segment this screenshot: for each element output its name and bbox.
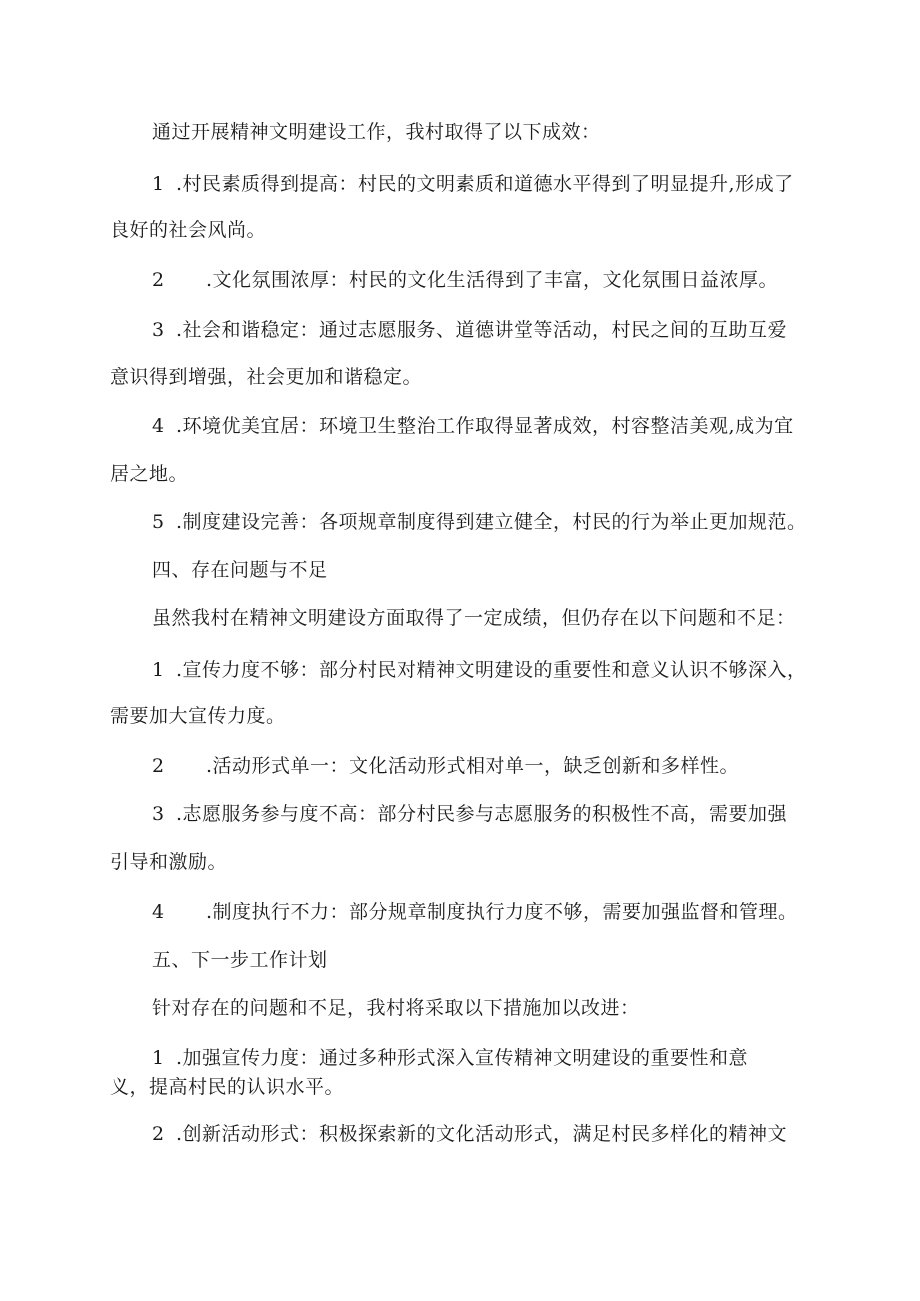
item-number: 1 [152,1047,165,1069]
item-number: 4 [152,901,165,923]
item-text: .活动形式单一：文化活动形式相对单一，缺乏创新和多样性。 [206,755,740,777]
problem-item-3-cont: 引导和激励。 [110,851,228,873]
problem-item-1 [152,658,807,682]
item-text: .志愿服务参与度不高：部分村民参与志愿服务的积极性不高，需要加强 [176,803,788,825]
achievement-item-2 [152,268,778,292]
achievement-item-3 [152,318,787,342]
item-text: .文化氛围浓厚：村民的文化生活得到了丰富，文化氛围日益浓厚。 [206,269,779,291]
problem-item-1-cont: 需要加大宣传力度。 [110,705,286,727]
item-text: .创新活动形式：积极探索新的文化活动形式，满足村民多样化的精神文 [176,1123,788,1145]
plan-item-1 [152,1046,748,1070]
item-number: 1 [152,173,165,195]
achievement-item-5 [152,510,807,534]
item-number: 2 [152,755,165,777]
item-number: 3 [152,803,165,825]
item-number: 4 [152,415,165,437]
achievement-item-3-cont: 意识得到增强，社会更加和谐稳定。 [110,366,423,388]
item-text: .制度执行不力：部分规章制度执行力度不够，需要加强监督和管理。 [206,901,798,923]
achievement-item-1 [152,172,794,196]
item-text: .环境优美宜居：环境卫生整治工作取得显著成效，村容整洁美观,成为宜 [176,415,794,437]
item-number: 2 [152,269,165,291]
item-number: 3 [152,319,165,341]
section-intro-plan: 针对存在的问题和不足，我村将采取以下措施加以改进： [152,997,640,1019]
achievement-item-4-cont: 居之地。 [110,463,189,485]
intro-paragraph: 通过开展精神文明建设工作，我村取得了以下成效： [152,121,601,143]
problem-item-4 [152,900,798,924]
item-text: .村民素质得到提高：村民的文明素质和道德水平得到了明显提升,形成了 [176,173,794,195]
problem-item-2 [152,754,739,778]
item-text: .制度建设完善：各项规章制度得到建立健全，村民的行为举止更加规范。 [176,511,807,533]
achievement-item-1-cont: 良好的社会风尚。 [110,219,267,241]
problem-item-3 [152,802,787,826]
item-number: 2 [152,1123,165,1145]
item-text: .加强宣传力度：通过多种形式深入宣传精神文明建设的重要性和意 [176,1047,749,1069]
item-text: .宣传力度不够：部分村民对精神文明建设的重要性和意义认识不够深入， [176,659,807,681]
plan-item-2 [152,1122,787,1146]
plan-item-1-cont: 义，提高村民的认识水平。 [110,1076,345,1098]
section-heading-plan: 五、下一步工作计划 [152,949,328,971]
item-text: .社会和谐稳定：通过志愿服务、道德讲堂等活动，村民之间的互助互爱 [176,319,788,341]
item-number: 1 [152,659,165,681]
section-heading-problems: 四、存在问题与不足 [152,559,328,581]
section-intro-problems: 虽然我村在精神文明建设方面取得了一定成绩，但仍存在以下问题和不足： [152,607,796,629]
item-number: 5 [152,511,165,533]
achievement-item-4 [152,414,794,438]
